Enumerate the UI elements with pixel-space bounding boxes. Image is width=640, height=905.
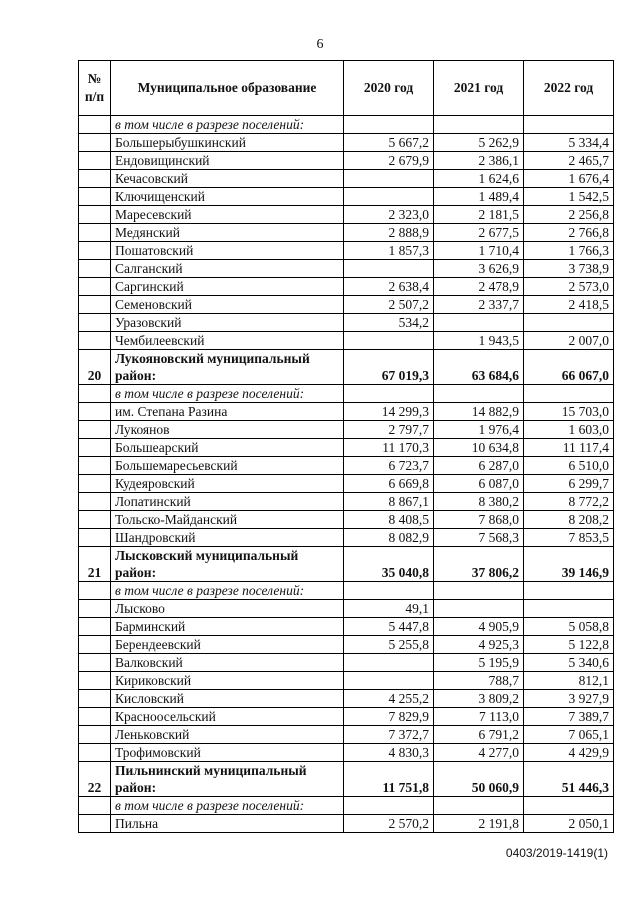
table-row	[79, 314, 614, 332]
row-name: Красноосельский	[111, 708, 344, 726]
row-number	[79, 242, 111, 260]
row-number	[79, 457, 111, 475]
value-2020: 49,1	[344, 600, 434, 618]
value-2022: 6 510,0	[524, 457, 614, 475]
value-2021: 7 568,3	[434, 529, 524, 547]
value-2022	[524, 314, 614, 332]
table-row	[79, 224, 614, 242]
value-2021	[434, 116, 524, 134]
value-2020	[344, 332, 434, 350]
row-number	[79, 134, 111, 152]
value-2022: 8 772,2	[524, 493, 614, 511]
row-number	[79, 618, 111, 636]
table-row	[79, 332, 614, 350]
value-2021: 7 868,0	[434, 511, 524, 529]
table-row	[79, 654, 614, 672]
table-row	[79, 690, 614, 708]
value-2021: 37 806,2	[434, 547, 524, 582]
value-2020: 67 019,3	[344, 350, 434, 385]
document-code: 0403/2019-1419(1)	[505, 846, 608, 860]
value-2021: 4 925,3	[434, 636, 524, 654]
value-2021	[434, 600, 524, 618]
row-number	[79, 600, 111, 618]
value-2021: 1 624,6	[434, 170, 524, 188]
value-2020: 14 299,3	[344, 403, 434, 421]
table-row	[79, 726, 614, 744]
table-row	[79, 152, 614, 170]
row-number	[79, 654, 111, 672]
value-2021: 2 181,5	[434, 206, 524, 224]
value-2020: 534,2	[344, 314, 434, 332]
value-2022: 2 050,1	[524, 815, 614, 833]
row-number	[79, 708, 111, 726]
value-2020: 2 679,9	[344, 152, 434, 170]
value-2020: 5 447,8	[344, 618, 434, 636]
value-2020: 8 408,5	[344, 511, 434, 529]
value-2022: 5 122,8	[524, 636, 614, 654]
value-2020	[344, 654, 434, 672]
row-name: Кириковский	[111, 672, 344, 690]
value-2021: 5 195,9	[434, 654, 524, 672]
row-number	[79, 260, 111, 278]
row-name: Шандровский	[111, 529, 344, 547]
value-2020: 2 507,2	[344, 296, 434, 314]
row-name: Лукоянов	[111, 421, 344, 439]
subheader-row	[79, 385, 614, 403]
table-row	[79, 278, 614, 296]
value-2022: 4 429,9	[524, 744, 614, 762]
row-name: Саргинский	[111, 278, 344, 296]
row-number	[79, 511, 111, 529]
value-2021: 5 262,9	[434, 134, 524, 152]
value-2020: 2 797,7	[344, 421, 434, 439]
header-num: № п/п	[79, 61, 111, 116]
value-2021: 2 478,9	[434, 278, 524, 296]
value-2021: 2 677,5	[434, 224, 524, 242]
table-row	[79, 672, 614, 690]
value-2022: 2 418,5	[524, 296, 614, 314]
row-name: Большеарский	[111, 439, 344, 457]
value-2020: 7 829,9	[344, 708, 434, 726]
row-number	[79, 152, 111, 170]
value-2020	[344, 385, 434, 403]
value-2020: 5 255,8	[344, 636, 434, 654]
row-number	[79, 690, 111, 708]
value-2020: 7 372,7	[344, 726, 434, 744]
table-row	[79, 242, 614, 260]
value-2021: 2 191,8	[434, 815, 524, 833]
value-2020	[344, 797, 434, 815]
value-2020: 2 888,9	[344, 224, 434, 242]
row-number	[79, 744, 111, 762]
value-2021: 3 626,9	[434, 260, 524, 278]
row-name: в том числе в разрезе поселений:	[111, 116, 344, 134]
value-2021: 6 087,0	[434, 475, 524, 493]
value-2021: 6 791,2	[434, 726, 524, 744]
row-number	[79, 403, 111, 421]
value-2022	[524, 797, 614, 815]
row-number	[79, 332, 111, 350]
row-number	[79, 815, 111, 833]
value-2021: 1 943,5	[434, 332, 524, 350]
table-row	[79, 636, 614, 654]
table-row	[79, 529, 614, 547]
row-number	[79, 385, 111, 403]
row-name: Тольско-Майданский	[111, 511, 344, 529]
row-number: 20	[79, 350, 111, 385]
header-2020: 2020 год	[344, 61, 434, 116]
value-2022: 2 766,8	[524, 224, 614, 242]
row-name: Барминский	[111, 618, 344, 636]
value-2021: 1 710,4	[434, 242, 524, 260]
row-name: Ключищенский	[111, 188, 344, 206]
row-number	[79, 493, 111, 511]
value-2020: 35 040,8	[344, 547, 434, 582]
subheader-row	[79, 582, 614, 600]
row-name: Леньковский	[111, 726, 344, 744]
value-2022: 3 738,9	[524, 260, 614, 278]
table-row	[79, 493, 614, 511]
table-row	[79, 511, 614, 529]
table-row	[79, 457, 614, 475]
row-number	[79, 188, 111, 206]
value-2021	[434, 582, 524, 600]
value-2021: 50 060,9	[434, 762, 524, 797]
value-2021: 2 386,1	[434, 152, 524, 170]
row-name: Медянский	[111, 224, 344, 242]
value-2022: 1 542,5	[524, 188, 614, 206]
row-name: Большемаресьевский	[111, 457, 344, 475]
row-number	[79, 582, 111, 600]
table-row	[79, 296, 614, 314]
row-name: Большерыбушкинский	[111, 134, 344, 152]
row-number	[79, 439, 111, 457]
row-name: в том числе в разрезе поселений:	[111, 385, 344, 403]
row-name: Пильна	[111, 815, 344, 833]
row-number	[79, 296, 111, 314]
value-2020: 6 669,8	[344, 475, 434, 493]
row-number	[79, 170, 111, 188]
value-2022: 5 340,6	[524, 654, 614, 672]
value-2022: 6 299,7	[524, 475, 614, 493]
row-name: Уразовский	[111, 314, 344, 332]
district-row	[79, 762, 614, 797]
row-name: Кечасовский	[111, 170, 344, 188]
value-2022: 7 389,7	[524, 708, 614, 726]
subheader-row	[79, 797, 614, 815]
row-name: Лукояновский муниципальный район:	[111, 350, 344, 385]
value-2022: 1 766,3	[524, 242, 614, 260]
value-2022: 5 334,4	[524, 134, 614, 152]
value-2021: 8 380,2	[434, 493, 524, 511]
value-2021	[434, 314, 524, 332]
value-2021: 63 684,6	[434, 350, 524, 385]
row-name: Кисловский	[111, 690, 344, 708]
value-2021: 6 287,0	[434, 457, 524, 475]
table-row	[79, 134, 614, 152]
value-2020	[344, 170, 434, 188]
row-name: Лысковский муниципальный район:	[111, 547, 344, 582]
row-name: Пильнинский муниципальный район:	[111, 762, 344, 797]
district-row	[79, 547, 614, 582]
header-2021: 2021 год	[434, 61, 524, 116]
value-2022: 2 007,0	[524, 332, 614, 350]
table-row	[79, 170, 614, 188]
value-2022: 812,1	[524, 672, 614, 690]
table-row	[79, 618, 614, 636]
value-2022: 5 058,8	[524, 618, 614, 636]
row-name: Лысково	[111, 600, 344, 618]
row-name: Пошатовский	[111, 242, 344, 260]
row-name: Валковский	[111, 654, 344, 672]
value-2021: 3 809,2	[434, 690, 524, 708]
district-row	[79, 350, 614, 385]
table-body	[79, 116, 614, 833]
value-2022: 15 703,0	[524, 403, 614, 421]
value-2021: 1 976,4	[434, 421, 524, 439]
row-name: Семеновский	[111, 296, 344, 314]
row-name: в том числе в разрезе поселений:	[111, 582, 344, 600]
value-2020: 2 638,4	[344, 278, 434, 296]
value-2020: 4 830,3	[344, 744, 434, 762]
row-name: Кудеяровский	[111, 475, 344, 493]
value-2022: 39 146,9	[524, 547, 614, 582]
row-name: Берендеевский	[111, 636, 344, 654]
row-name: Чембилеевский	[111, 332, 344, 350]
value-2021	[434, 797, 524, 815]
row-number	[79, 224, 111, 242]
value-2021: 4 905,9	[434, 618, 524, 636]
value-2022: 7 065,1	[524, 726, 614, 744]
table-row	[79, 815, 614, 833]
value-2022: 7 853,5	[524, 529, 614, 547]
table-row	[79, 403, 614, 421]
value-2020	[344, 672, 434, 690]
value-2021	[434, 385, 524, 403]
table-row	[79, 600, 614, 618]
value-2021: 10 634,8	[434, 439, 524, 457]
table-row	[79, 206, 614, 224]
row-number	[79, 278, 111, 296]
row-number	[79, 797, 111, 815]
value-2022: 1 676,4	[524, 170, 614, 188]
row-name: Салганский	[111, 260, 344, 278]
value-2020	[344, 116, 434, 134]
header-2022: 2022 год	[524, 61, 614, 116]
value-2020: 1 857,3	[344, 242, 434, 260]
header-name: Муниципальное образование	[111, 61, 344, 116]
value-2022	[524, 600, 614, 618]
value-2022	[524, 385, 614, 403]
value-2021: 4 277,0	[434, 744, 524, 762]
value-2021: 1 489,4	[434, 188, 524, 206]
value-2020: 8 867,1	[344, 493, 434, 511]
table-header-row	[79, 61, 614, 116]
row-name: Маресевский	[111, 206, 344, 224]
table-row	[79, 708, 614, 726]
value-2020: 2 323,0	[344, 206, 434, 224]
value-2021: 14 882,9	[434, 403, 524, 421]
budget-table	[78, 60, 614, 833]
row-number	[79, 672, 111, 690]
row-name: Трофимовский	[111, 744, 344, 762]
row-number: 22	[79, 762, 111, 797]
row-name: в том числе в разрезе поселений:	[111, 797, 344, 815]
value-2022: 8 208,2	[524, 511, 614, 529]
table-row	[79, 475, 614, 493]
value-2022: 3 927,9	[524, 690, 614, 708]
value-2022: 2 573,0	[524, 278, 614, 296]
row-number	[79, 726, 111, 744]
row-number	[79, 529, 111, 547]
table-row	[79, 260, 614, 278]
value-2020: 8 082,9	[344, 529, 434, 547]
value-2022: 2 256,8	[524, 206, 614, 224]
value-2020: 11 751,8	[344, 762, 434, 797]
value-2022: 11 117,4	[524, 439, 614, 457]
row-name: Лопатинский	[111, 493, 344, 511]
row-number: 21	[79, 547, 111, 582]
value-2020: 11 170,3	[344, 439, 434, 457]
row-name: Ендовищинский	[111, 152, 344, 170]
value-2022: 66 067,0	[524, 350, 614, 385]
table-row	[79, 439, 614, 457]
value-2020: 6 723,7	[344, 457, 434, 475]
value-2020: 2 570,2	[344, 815, 434, 833]
value-2022: 2 465,7	[524, 152, 614, 170]
row-number	[79, 116, 111, 134]
value-2022	[524, 116, 614, 134]
value-2020	[344, 260, 434, 278]
value-2021: 788,7	[434, 672, 524, 690]
row-number	[79, 475, 111, 493]
value-2021: 7 113,0	[434, 708, 524, 726]
row-name: им. Степана Разина	[111, 403, 344, 421]
table-row	[79, 744, 614, 762]
value-2021: 2 337,7	[434, 296, 524, 314]
value-2022: 1 603,0	[524, 421, 614, 439]
row-number	[79, 314, 111, 332]
value-2022: 51 446,3	[524, 762, 614, 797]
page-number: 6	[316, 37, 324, 52]
value-2020: 5 667,2	[344, 134, 434, 152]
row-number	[79, 421, 111, 439]
table-row	[79, 421, 614, 439]
row-number	[79, 206, 111, 224]
value-2020	[344, 188, 434, 206]
value-2020: 4 255,2	[344, 690, 434, 708]
row-number	[79, 636, 111, 654]
value-2022	[524, 582, 614, 600]
subheader-row	[79, 116, 614, 134]
value-2020	[344, 582, 434, 600]
table-row	[79, 188, 614, 206]
